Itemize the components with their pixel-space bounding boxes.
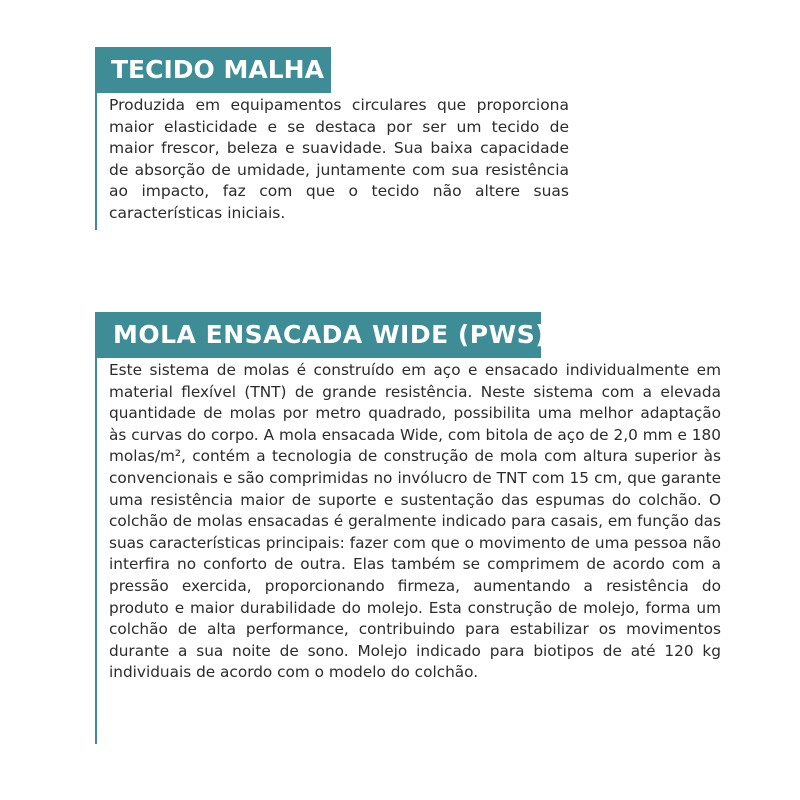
section-heading: MOLA ENSACADA WIDE (PWS) (97, 312, 541, 358)
section-body-text: Este sistema de molas é construído em aço e ensacado individualmente em material flexível (TNT) de grande resistência. Neste sistema com a elevada quantidade de molas por metro quadrado, possibilita uma melhor adaptação às curvas do corpo. A mola ensacada Wide, com bitola de aço de 2,0 mm e 180 molas/m², contém a tecnologia de construção de mola com altura superior às convencionais e são comprimidas no invólucro de TNT com 15 cm, que garante uma resistência maior de suporte e sustentação das espumas do colchão. O colchão de molas ensacadas é geralmente indicado para casais, em função das suas características principais: fazer com que o movimento de uma pessoa não interfira no conforto de outra. Elas também se comprimem de acordo com a pressão exercida, proporcionando firmeza, aumentando a resistência do produto e maior durabilidade do molejo. Esta construção de molejo, forma um colchão de alta performance, contribuindo para estabilizar os movimentos durante a sua noite de sono. Molejo indicado para biotipos de até 120 kg individuais de acordo com o modelo do colchão. (109, 361, 721, 682)
section-heading: TECIDO MALHA (97, 47, 331, 93)
section-body-text: Produzida em equipamentos circulares que proporciona maior elasticidade e se destaca por ser um tecido de maior frescor, beleza e suavidade. Sua baixa capacidade de absorção de umidade, juntamente com sua resistência ao impacto, faz com que o tecido não altere suas características iniciais. (109, 96, 569, 222)
section-tecido-malha (95, 47, 577, 230)
section-mola-ensacada (95, 312, 727, 744)
